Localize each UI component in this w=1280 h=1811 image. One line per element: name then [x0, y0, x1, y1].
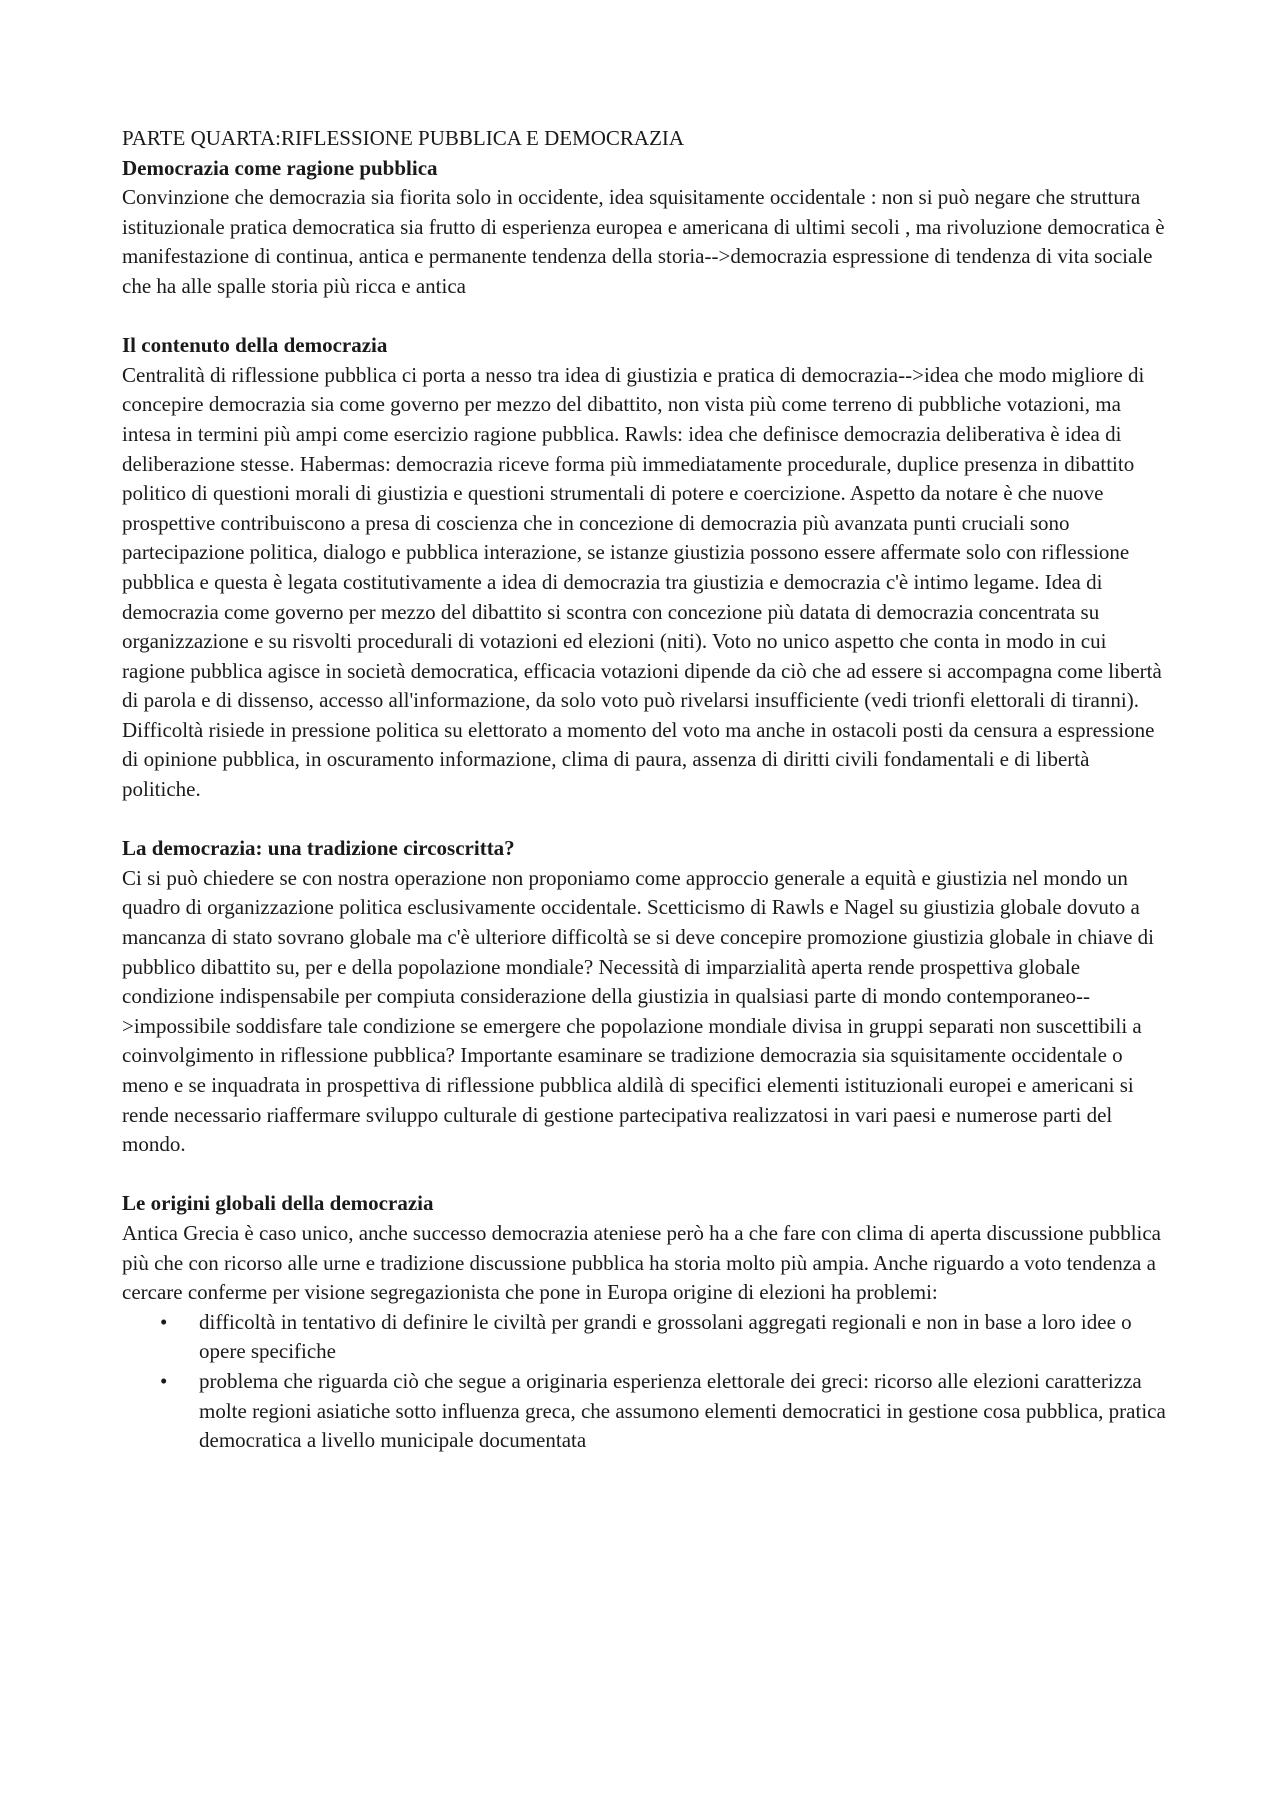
section-heading: Il contenuto della democrazia	[122, 333, 388, 358]
section-tradizione-circoscritta	[122, 834, 1172, 1160]
section-paragraph: Ci si può chiedere se con nostra operazione non proponiamo come approccio generale a equità e giustizia nel mondo un quadro di organizzazione politica esclusivamente occidentale. Scetticismo di Rawls e Nagel su giustizia globale dovuto a mancanza di stato sovrano globale ma c'è ulteriore difficoltà se si deve concepire promozione giustizia globale in chiave di pubblico dibattito su, per e della popolazione mondiale? Necessità di imparzialità aperta rende prospettiva globale condizione indispensabile per compiuta considerazione della giustizia in qualsiasi parte di mondo contemporaneo-->impossibile soddisfare tale condizione se emergere che popolazione mondiale divisa in gruppi separati non suscettibili a coinvolgimento in riflessione pubblica? Importante esaminare se tradizione democrazia sia squisitamente occidentale o meno e se inquadrata in prospettiva di riflessione pubblica aldilà di specifici elementi istituzionali europei e americani si rende necessario riaffermare sviluppo culturale di gestione partecipativa realizzatosi in vari paesi e numerose parti del mondo.	[122, 865, 1155, 1157]
section-paragraph: Antica Grecia è caso unico, anche successo democrazia ateniese però ha a che fare con clima di aperta discussione pubblica più che con ricorso alle urne e tradizione discussione pubblica ha storia molto più ampia. Anche riguardo a voto tendenza a cercare conferme per visione segregazionista che pone in Europa origine di elezioni ha problemi:	[122, 1220, 1162, 1305]
list-item-text: difficoltà in tentativo di definire le civiltà per grandi e grossolani aggregati regionali e non in base a loro idee o opere specifiche	[199, 1309, 1132, 1364]
paragraph-spacer	[122, 302, 1172, 332]
list-item	[122, 1308, 1172, 1367]
bullet-icon: •	[160, 1309, 168, 1334]
section-contenuto-democrazia	[122, 331, 1172, 805]
bullet-list	[122, 1308, 1172, 1456]
section-paragraph: Convinzione che democrazia sia fiorita solo in occidente, idea squisitamente occidentale : non si può negare che struttura istituzionale pratica democratica sia frutto di esperienza europea e americana di ultimi secoli , ma rivoluzione democratica è manifestazione di continua, antica e permanente tendenza della storia-->democrazia espressione di tendenza di vita sociale che ha alle spalle storia più ricca e antica	[122, 185, 1165, 298]
bullet-icon: •	[160, 1368, 168, 1393]
document-body	[122, 124, 1172, 1456]
paragraph-spacer	[122, 805, 1172, 835]
section-democrazia-ragione-pubblica	[122, 154, 1172, 302]
paragraph-spacer	[122, 1160, 1172, 1190]
section-heading: Democrazia come ragione pubblica	[122, 155, 438, 180]
section-origini-globali	[122, 1189, 1172, 1455]
part-title: PARTE QUARTA:RIFLESSIONE PUBBLICA E DEMOCRAZIA	[122, 126, 685, 150]
list-item-text: problema che riguarda ciò che segue a originaria esperienza elettorale dei greci: ricorso alle elezioni caratterizza molte regioni asiatiche sotto influenza greca, che assumono elementi democratici in gestione cosa pubblica, pratica democratica a livello municipale documentata	[199, 1368, 1166, 1453]
section-paragraph: Centralità di riflessione pubblica ci porta a nesso tra idea di giustizia e pratica di democrazia-->idea che modo migliore di concepire democrazia sia come governo per mezzo del dibattito, non vista più come terreno di pubbliche votazioni, ma intesa in termini più ampi come esercizio ragione pubblica. Rawls: idea che definisce democrazia deliberativa è idea di deliberazione stesse. Habermas: democrazia riceve forma più immediatamente procedurale, duplice presenza in dibattito politico di questioni morali di giustizia e questioni strumentali di potere e coercizione. Aspetto da notare è che nuove prospettive contribuiscono a presa di coscienza che in concezione di democrazia più avanzata punti cruciali sono partecipazione politica, dialogo e pubblica interazione, se istanze giustizia possono essere affermate solo con riflessione pubblica e questa è legata costitutivamente a idea di democrazia tra giustizia e democrazia c'è intimo legame. Idea di democrazia come governo per mezzo del dibattito si scontra con concezione più datata di democrazia concentrata su organizzazione e su risvolti procedurali di votazioni ed elezioni (niti). Voto no unico aspetto che conta in modo in cui ragione pubblica agisce in società democratica, efficacia votazioni dipende da ciò che ad essere si accompagna come libertà di parola e di dissenso, accesso all'informazione, da solo voto può rivelarsi insufficiente (vedi trionfi elettorali di tiranni). Difficoltà risiede in pressione politica su elettorato a momento del voto ma anche in ostacoli posti da censura a espressione di opinione pubblica, in oscuramento informazione, clima di paura, assenza di diritti civili fondamentali e di libertà politiche.	[122, 362, 1162, 802]
section-heading: La democrazia: una tradizione circoscritta?	[122, 836, 515, 861]
list-item	[122, 1367, 1172, 1456]
section-heading: Le origini globali della democrazia	[122, 1191, 434, 1216]
